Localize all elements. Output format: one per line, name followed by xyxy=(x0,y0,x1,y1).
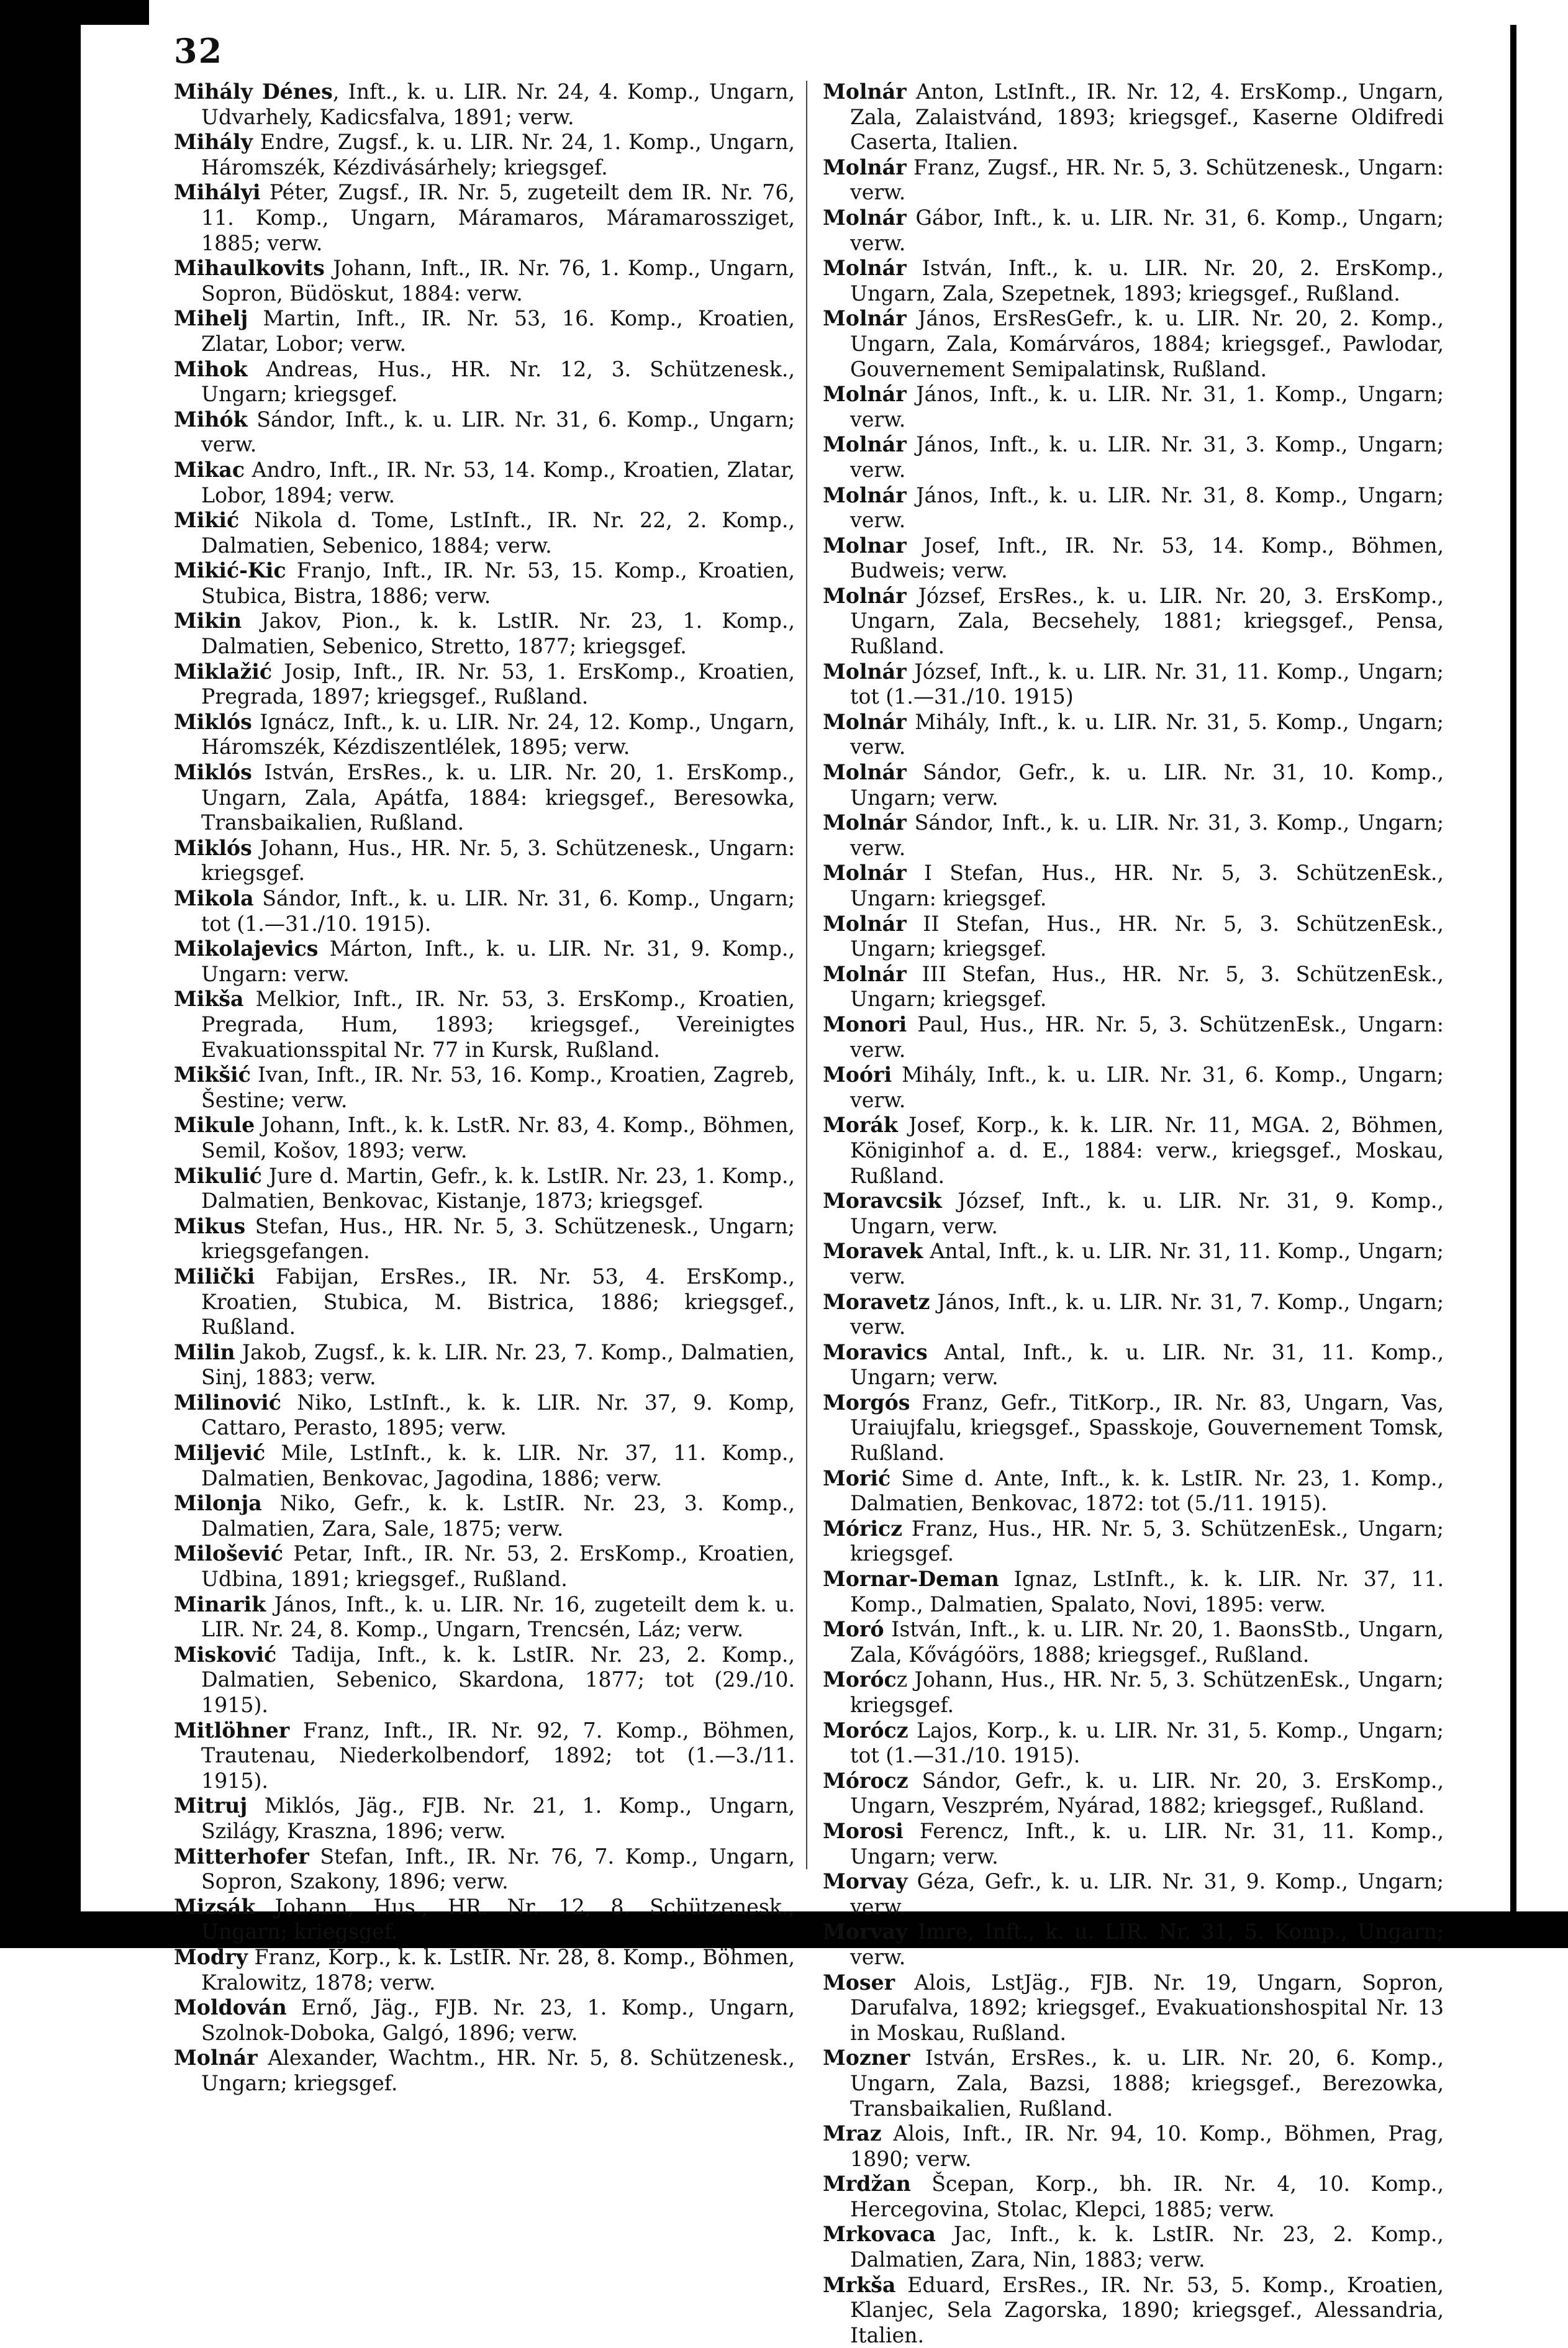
list-item xyxy=(823,1617,1444,1667)
entry-name: Milički xyxy=(174,1264,255,1289)
list-item xyxy=(823,1189,1444,1239)
entry-details: Imre, Inft., k. u. LIR. Nr. 31, 5. Komp., Ungarn; verw. xyxy=(850,1920,1444,1969)
entry-name: Morvay xyxy=(823,1920,908,1944)
entry-details: István, Inft., k. u. LIR. Nr. 20, 1. BaonsStb., Ungarn, Zala, Kővágóörs, 1888; kriegsgef., Rußland. xyxy=(850,1617,1444,1667)
entry-name: Mozner xyxy=(823,2046,910,2070)
entry-name: Milin xyxy=(174,1339,235,1364)
entry-details: Andro, Inft., IR. Nr. 53, 14. Komp., Kroatien, Zlatar, Lobor, 1894; verw. xyxy=(201,457,795,507)
list-item xyxy=(823,1063,1444,1113)
entry-name: Molnár xyxy=(823,483,907,507)
entry-details: z Johann, Hus., HR. Nr. 5, 3. SchützenEsk., Ungarn; kriegsgef. xyxy=(850,1667,1444,1717)
entry-name: Molnár xyxy=(823,306,907,331)
list-item xyxy=(174,357,795,407)
entry-name: Molnar xyxy=(823,533,907,558)
entry-details: Sándor, Gefr., k. u. LIR. Nr. 31, 10. Komp., Ungarn; verw. xyxy=(850,760,1444,810)
scan-border-left xyxy=(0,0,81,1948)
list-item xyxy=(174,1718,795,1794)
entry-name: Mizsák xyxy=(174,1894,256,1919)
entry-details: Paul, Hus., HR. Nr. 5, 3. SchützenEsk., Ungarn: verw. xyxy=(850,1012,1444,1062)
list-item xyxy=(823,962,1444,1012)
entry-name: Mihók xyxy=(174,407,248,432)
entry-name: Moóri xyxy=(823,1063,892,1087)
list-item xyxy=(174,710,795,760)
entry-name: Milošević xyxy=(174,1541,283,1566)
list-item xyxy=(174,836,795,886)
entry-name: Monori xyxy=(823,1012,907,1036)
list-item xyxy=(174,1793,795,1844)
entry-details: Josef, Inft., IR. Nr. 53, 14. Komp., Böhmen, Budweis; verw. xyxy=(850,533,1444,583)
entry-details: József, Inft., k. u. LIR. Nr. 31, 9. Komp., Ungarn, verw. xyxy=(850,1189,1444,1238)
list-item xyxy=(823,1819,1444,1869)
list-item xyxy=(823,2046,1444,2121)
entry-details: Sándor, Inft., k. u. LIR. Nr. 31, 3. Komp., Ungarn; verw. xyxy=(850,810,1444,860)
entry-details: I Stefan, Hus., HR. Nr. 5, 3. SchützenEsk., Ungarn: kriegsgef. xyxy=(850,861,1444,910)
entry-details: Franz, Inft., IR. Nr. 92, 7. Komp., Böhmen, Trautenau, Niederkolbendorf, 1892; tot (1.—3./11. 1915). xyxy=(201,1718,795,1793)
entry-details: Péter, Zugsf., IR. Nr. 5, zugeteilt dem IR. Nr. 76, 11. Komp., Ungarn, Máramaros, Máramarossziget, 1885; verw. xyxy=(201,180,795,255)
entry-name: Mikulić xyxy=(174,1163,262,1188)
entry-name: Moravcsik xyxy=(823,1189,942,1213)
list-item xyxy=(823,810,1444,861)
list-item xyxy=(174,1844,795,1895)
entry-details: Ferencz, Inft., k. u. LIR. Nr. 31, 11. Komp., Ungarn; verw. xyxy=(850,1818,1444,1869)
list-item xyxy=(174,508,795,558)
entry-name: Molnár xyxy=(823,961,907,986)
list-item xyxy=(174,1895,795,1945)
list-item xyxy=(823,1390,1444,1466)
entry-name: Milonja xyxy=(174,1491,262,1516)
entry-details: János, Inft., k. u. LIR. Nr. 31, 3. Komp., Ungarn; verw. xyxy=(850,432,1444,482)
entry-details: Lajos, Korp., k. u. LIR. Nr. 31, 5. Komp., Ungarn; tot (1.—31./10. 1915). xyxy=(850,1718,1444,1768)
list-item xyxy=(823,483,1444,533)
entry-name: Molnár xyxy=(823,709,907,734)
entry-details: Mile, LstInft., k. k. LIR. Nr. 37, 11. Komp., Dalmatien, Benkovac, Jagodina, 1886; verw. xyxy=(201,1441,795,1490)
entry-details: József, ErsRes., k. u. LIR. Nr. 20, 3. ErsKomp., Ungarn, Zala, Becsehely, 1881; kriegsgef., Pensa, Rußland. xyxy=(850,583,1444,659)
list-item xyxy=(174,886,795,936)
entry-details: , Inft., k. u. LIR. Nr. 24, 4. Komp., Ungarn, Udvarhely, Kadicsfalva, 1891; verw. xyxy=(201,79,795,129)
entry-details: István, Inft., k. u. LIR. Nr. 20, 2. ErsKomp., Ungarn, Zala, Szepetnek, 1893; kriegsgef., Rußland. xyxy=(850,256,1444,306)
entry-name: Mihelj xyxy=(174,306,248,331)
list-item xyxy=(174,936,795,987)
entry-name: Mrkša xyxy=(823,2272,896,2297)
list-item xyxy=(174,1113,795,1163)
entry-name: Mikolajevics xyxy=(174,936,319,961)
entry-name: Mikule xyxy=(174,1113,255,1138)
entry-name: Minarik xyxy=(174,1592,266,1616)
entry-details: Mihály, Inft., k. u. LIR. Nr. 31, 6. Komp., Ungarn; verw. xyxy=(850,1063,1444,1112)
entry-details: Andreas, Hus., HR. Nr. 12, 3. Schützenesk., Ungarn; kriegsgef. xyxy=(201,356,795,407)
entry-details: Sime d. Ante, Inft., k. k. LstIR. Nr. 23, 1. Komp., Dalmatien, Benkovac, 1872: tot (5./11. 1915). xyxy=(850,1466,1444,1516)
list-item xyxy=(823,533,1444,584)
list-item xyxy=(823,760,1444,810)
entry-details: Alois, Inft., IR. Nr. 94, 10. Komp., Böhmen, Prag, 1890; verw. xyxy=(850,2121,1444,2171)
entry-name: Mrkovaca xyxy=(823,2222,936,2247)
entry-name: Mihaulkovits xyxy=(174,256,325,281)
list-item xyxy=(174,407,795,458)
entry-details: Josef, Korp., k. k. LIR. Nr. 11, MGA. 2, Böhmen, Königinhof a. d. E., 1884: verw., kriegsgef., Moskau, Rußland. xyxy=(850,1113,1444,1188)
entry-name: Mikus xyxy=(174,1213,246,1238)
entry-details: Jure d. Martin, Gefr., k. k. LstIR. Nr. 23, 1. Komp., Dalmatien, Benkovac, Kistanje, 1873; kriegsgef. xyxy=(201,1163,795,1213)
entry-details: Jac, Inft., k. k. LstIR. Nr. 23, 2. Komp., Dalmatien, Zara, Nin, 1883; verw. xyxy=(850,2222,1444,2272)
entry-details: János, Inft., k. u. LIR. Nr. 31, 7. Komp., Ungarn; verw. xyxy=(850,1289,1444,1339)
entry-name: Milinović xyxy=(174,1390,281,1415)
entry-name: Miklós xyxy=(174,760,252,785)
list-item xyxy=(823,306,1444,382)
list-item xyxy=(174,1592,795,1643)
list-item xyxy=(823,861,1444,911)
list-item xyxy=(823,1340,1444,1390)
list-item xyxy=(174,558,795,609)
entry-details: Sándor, Inft., k. u. LIR. Nr. 31, 6. Komp., Ungarn; tot (1.—31./10. 1915). xyxy=(201,886,795,936)
entry-details: Miklós, Jäg., FJB. Nr. 21, 1. Komp., Ungarn, Szilágy, Kraszna, 1896; verw. xyxy=(201,1793,795,1843)
entry-name: Mihok xyxy=(174,356,248,381)
list-item xyxy=(823,79,1444,155)
list-item xyxy=(174,1441,795,1491)
list-item xyxy=(174,306,795,356)
entry-details: Franz, Zugsf., HR. Nr. 5, 3. Schützenesk., Ungarn: verw. xyxy=(850,155,1444,205)
entry-details: Nikola d. Tome, LstInft., IR. Nr. 22, 2. Komp., Dalmatien, Sebenico, 1884; verw. xyxy=(201,508,795,558)
entry-details: Ernő, Jäg., FJB. Nr. 23, 1. Komp., Ungarn, Szolnok-Doboka, Galgó, 1896; verw. xyxy=(201,1995,795,2045)
entry-name: Mihályi xyxy=(174,180,261,205)
list-item xyxy=(174,987,795,1063)
entry-name: Mraz xyxy=(823,2121,882,2146)
list-item xyxy=(823,1869,1444,1920)
list-item xyxy=(174,1945,795,1995)
list-item xyxy=(174,1995,795,2046)
entry-details: Mihály, Inft., k. u. LIR. Nr. 31, 5. Komp., Ungarn; verw. xyxy=(850,709,1444,759)
entry-name: Miljević xyxy=(174,1441,266,1466)
list-item xyxy=(823,1718,1444,1769)
entry-name: Morosi xyxy=(823,1818,904,1843)
entry-details: Sándor, Inft., k. u. LIR. Nr. 31, 6. Komp., Ungarn; verw. xyxy=(201,407,795,457)
entry-details: II Stefan, Hus., HR. Nr. 5, 3. SchützenEsk., Ungarn; kriegsgef. xyxy=(850,911,1444,961)
list-item xyxy=(174,180,795,256)
list-item xyxy=(174,1264,795,1340)
list-item xyxy=(823,1239,1444,1289)
entry-details: Melkior, Inft., IR. Nr. 53, 3. ErsKomp., Kroatien, Pregrada, Hum, 1893; kriegsgef., Vereinigtes Evakuationsspital Nr. 77 in Kursk, Rußland. xyxy=(201,987,795,1062)
entry-details: János, ErsResGefr., k. u. LIR. Nr. 20, 2. Komp., Ungarn, Zala, Komárváros, 1884; kriegsgef., Pawlodar, Gouvernement Semipalatinsk, Rußland. xyxy=(850,306,1444,381)
list-item xyxy=(823,1970,1444,2046)
entry-details: Martin, Inft., IR. Nr. 53, 16. Komp., Kroatien, Zlatar, Lobor; verw. xyxy=(201,306,795,356)
entry-name: Moravek xyxy=(823,1239,923,1264)
list-item xyxy=(823,1113,1444,1189)
entry-name: Mikić xyxy=(174,508,240,533)
entry-name: Molnár xyxy=(823,432,907,457)
entry-details: János, Inft., k. u. LIR. Nr. 31, 1. Komp., Ungarn; verw. xyxy=(850,382,1444,432)
entry-details: István, ErsRes., k. u. LIR. Nr. 20, 6. Komp., Ungarn, Zala, Bazsi, 1888; kriegsgef., Berezowka, Transbaikalien, Rußland. xyxy=(850,2046,1444,2121)
entry-details: Gábor, Inft., k. u. LIR. Nr. 31, 6. Komp., Ungarn; verw. xyxy=(850,205,1444,255)
entry-name: Mikac xyxy=(174,457,245,482)
entry-details: Eduard, ErsRes., IR. Nr. 53, 5. Komp., Kroatien, Klanjec, Sela Zagorska, 1890; kriegsgef., Alessandria, Italien. xyxy=(850,2272,1444,2347)
entry-name: Mrdžan xyxy=(823,2172,911,2196)
entry-name: Molnár xyxy=(823,911,907,936)
left-column xyxy=(174,79,795,2096)
list-item xyxy=(174,1390,795,1441)
list-item xyxy=(823,382,1444,432)
entry-name: Miklós xyxy=(174,835,252,860)
list-item xyxy=(823,912,1444,962)
entry-details: Jakov, Pion., k. k. LstIR. Nr. 23, 1. Komp., Dalmatien, Sebenico, Stretto, 1877; kriegsgef. xyxy=(201,609,795,659)
column-divider xyxy=(806,81,807,1869)
entry-name: Mitlöhner xyxy=(174,1718,290,1743)
list-item xyxy=(174,1643,795,1718)
entry-details: Antal, Inft., k. u. LIR. Nr. 31, 11. Komp., Ungarn; verw. xyxy=(850,1339,1444,1390)
list-item xyxy=(823,1667,1444,1718)
entry-details: Petar, Inft., IR. Nr. 53, 2. ErsKomp., Kroatien, Udbina, 1891; kriegsgef., Rußland. xyxy=(201,1541,795,1592)
list-item xyxy=(823,710,1444,760)
list-item xyxy=(823,256,1444,306)
entry-name: Molnár xyxy=(174,2046,258,2070)
list-item xyxy=(823,155,1444,206)
page-edge-rule xyxy=(1510,25,1516,1913)
entry-details: Fabijan, ErsRes., IR. Nr. 53, 4. ErsKomp., Kroatien, Stubica, M. Bistrica, 1886; kriegsgef., Rußland. xyxy=(201,1264,795,1339)
list-item xyxy=(823,432,1444,483)
entry-name: Mihály Dénes xyxy=(174,79,333,104)
entry-details: Johann, Hus., HR. Nr. 5, 3. Schützenesk., Ungarn: kriegsgef. xyxy=(201,835,795,886)
entry-details: Tadija, Inft., k. k. LstIR. Nr. 23, 2. Komp., Dalmatien, Sebenico, Skardona, 1877; tot (29./10. 1915). xyxy=(201,1642,795,1717)
entry-name: Mikša xyxy=(174,987,244,1012)
list-item xyxy=(174,130,795,180)
list-item xyxy=(823,2222,1444,2272)
entry-details: Johann, Hus., HR. Nr. 12, 8. Schützenesk., Ungarn; kriegsgef. xyxy=(201,1894,795,1944)
entry-name: Molnár xyxy=(823,256,907,281)
entry-name: Mikić-Kic xyxy=(174,558,286,583)
entry-details: Ignácz, Inft., k. u. LIR. Nr. 24, 12. Komp., Ungarn, Háromszék, Kézdiszentlélek, 1895; verw. xyxy=(201,709,795,759)
list-item xyxy=(174,1214,795,1264)
entry-details: Márton, Inft., k. u. LIR. Nr. 31, 9. Komp., Ungarn: verw. xyxy=(201,936,795,986)
entry-details: Stefan, Inft., IR. Nr. 76, 7. Komp., Ungarn, Sopron, Szakony, 1896; verw. xyxy=(201,1844,795,1894)
list-item xyxy=(174,660,795,710)
entry-name: Molnár xyxy=(823,382,907,407)
list-item xyxy=(174,1164,795,1214)
entry-name: Miklažić xyxy=(174,659,273,684)
entry-name: Moróc xyxy=(823,1667,897,1692)
entry-name: Morvay xyxy=(823,1869,908,1894)
list-item xyxy=(174,79,795,130)
entry-details: Franz, Gefr., TitKorp., IR. Nr. 83, Ungarn, Vas, Uraiujfalu, kriegsgef., Spasskoje, Gouvernement Tomsk, Rußland. xyxy=(850,1390,1444,1466)
entry-name: Mitterhofer xyxy=(174,1844,309,1869)
entry-details: Stefan, Hus., HR. Nr. 5, 3. Schützenesk., Ungarn; kriegsgefangen. xyxy=(201,1213,795,1264)
entry-name: Mihály xyxy=(174,130,253,155)
entry-details: Šcepan, Korp., bh. IR. Nr. 4, 10. Komp., Hercegovina, Stolac, Klepci, 1885; verw. xyxy=(850,2172,1444,2221)
entry-name: Molnár xyxy=(823,155,907,179)
list-item xyxy=(823,1567,1444,1617)
entry-name: Mikola xyxy=(174,886,254,910)
entry-details: Alois, LstJäg., FJB. Nr. 19, Ungarn, Sopron, Darufalva, 1892; kriegsgef., Evakuationshospital Nr. 13 in Moskau, Rußland. xyxy=(850,1970,1444,2045)
entry-details: Antal, Inft., k. u. LIR. Nr. 31, 11. Komp., Ungarn; verw. xyxy=(850,1239,1444,1289)
list-item xyxy=(823,2121,1444,2172)
entry-name: Moser xyxy=(823,1970,895,1995)
list-item xyxy=(174,458,795,508)
list-item xyxy=(823,2172,1444,2222)
list-item xyxy=(174,256,795,306)
entry-name: Moravics xyxy=(823,1339,928,1364)
entry-details: Franz, Korp., k. k. LstIR. Nr. 28, 8. Komp., Böhmen, Kralowitz, 1878; verw. xyxy=(201,1944,795,1995)
entry-details: János, Inft., k. u. LIR. Nr. 31, 8. Komp., Ungarn; verw. xyxy=(850,483,1444,533)
entry-details: III Stefan, Hus., HR. Nr. 5, 3. SchützenEsk., Ungarn; kriegsgef. xyxy=(850,961,1444,1012)
right-column xyxy=(823,79,1444,2348)
list-item xyxy=(174,609,795,659)
entry-details: Ignaz, LstInft., k. k. LIR. Nr. 37, 11. Komp., Dalmatien, Spalato, Novi, 1895: verw. xyxy=(850,1567,1444,1616)
entry-details: Jakob, Zugsf., k. k. LIR. Nr. 23, 7. Komp., Dalmatien, Sinj, 1883; verw. xyxy=(201,1339,795,1390)
entry-name: Molnár xyxy=(823,810,907,835)
entry-name: Miklós xyxy=(174,709,252,734)
entry-details: Sándor, Gefr., k. u. LIR. Nr. 20, 3. ErsKomp., Ungarn, Veszprém, Nyárad, 1882; kriegsgef., Rußland. xyxy=(850,1768,1444,1818)
entry-name: Mornar-Deman xyxy=(823,1567,999,1592)
entry-name: Molnár xyxy=(823,205,907,230)
entry-details: Géza, Gefr., k. u. LIR. Nr. 31, 9. Komp., Ungarn; verw. xyxy=(850,1869,1444,1919)
list-item xyxy=(174,1541,795,1592)
entry-details: Anton, LstInft., IR. Nr. 12, 4. ErsKomp., Ungarn, Zala, Zalaistvánd, 1893; kriegsgef., Kaserne Oldifredi Caserta, Italien. xyxy=(850,79,1444,155)
entry-details: Niko, Gefr., k. k. LstIR. Nr. 23, 3. Komp., Dalmatien, Zara, Sale, 1875; verw. xyxy=(201,1491,795,1541)
list-item xyxy=(174,2046,795,2096)
entry-name: Moró xyxy=(823,1617,884,1642)
list-item xyxy=(823,2273,1444,2348)
list-item xyxy=(823,1012,1444,1063)
scan-border-top xyxy=(0,0,149,25)
entry-name: Molnár xyxy=(823,583,907,608)
entry-details: József, Inft., k. u. LIR. Nr. 31, 11. Komp., Ungarn; tot (1.—31./10. 1915) xyxy=(850,659,1444,709)
entry-details: Franjo, Inft., IR. Nr. 53, 15. Komp., Kroatien, Stubica, Bistra, 1886; verw. xyxy=(201,558,795,608)
entry-name: Moravetz xyxy=(823,1289,930,1314)
entry-details: Johann, Inft., k. k. LstR. Nr. 83, 4. Komp., Böhmen, Semil, Košov, 1893; verw. xyxy=(201,1113,795,1163)
list-item xyxy=(174,1491,795,1541)
entry-details: Johann, Inft., IR. Nr. 76, 1. Komp., Ungarn, Sopron, Büdöskut, 1884: verw. xyxy=(201,256,795,306)
list-item xyxy=(174,760,795,836)
list-item xyxy=(174,1063,795,1113)
list-item xyxy=(823,584,1444,660)
entry-details: Ivan, Inft., IR. Nr. 53, 16. Komp., Kroatien, Zagreb, Šestine; verw. xyxy=(201,1063,795,1112)
entry-name: Moldován xyxy=(174,1995,287,2020)
page-number: 32 xyxy=(174,31,224,71)
entry-name: Misković xyxy=(174,1642,277,1667)
entry-details: Alexander, Wachtm., HR. Nr. 5, 8. Schützenesk., Ungarn; kriegsgef. xyxy=(201,2046,795,2095)
list-item xyxy=(174,1340,795,1390)
list-item xyxy=(823,1769,1444,1819)
entry-name: Molnár xyxy=(823,760,907,785)
list-item xyxy=(823,1466,1444,1516)
entry-name: Morócz xyxy=(823,1718,909,1743)
list-item xyxy=(823,1920,1444,1970)
entry-name: Mikin xyxy=(174,609,242,633)
entry-name: Molnár xyxy=(823,861,907,886)
entry-name: Morgós xyxy=(823,1390,910,1415)
entry-name: Molnár xyxy=(823,659,907,684)
entry-name: Modry xyxy=(174,1944,248,1969)
entry-name: Mórocz xyxy=(823,1768,909,1793)
entry-details: János, Inft., k. u. LIR. Nr. 16, zugeteilt dem k. u. LIR. Nr. 24, 8. Komp., Ungarn, Trencsén, Láz; verw. xyxy=(201,1592,795,1642)
entry-details: Endre, Zugsf., k. u. LIR. Nr. 24, 1. Komp., Ungarn, Háromszék, Kézdivásárhely; kriegsgef. xyxy=(201,130,795,179)
entry-name: Morić xyxy=(823,1466,891,1490)
list-item xyxy=(823,1290,1444,1340)
entry-details: Josip, Inft., IR. Nr. 53, 1. ErsKomp., Kroatien, Pregrada, 1897; kriegsgef., Rußland. xyxy=(201,659,795,709)
list-item xyxy=(823,1516,1444,1567)
list-item xyxy=(823,660,1444,710)
entry-name: Mitruj xyxy=(174,1793,248,1818)
entry-details: Niko, LstInft., k. k. LIR. Nr. 37, 9. Komp, Cattaro, Perasto, 1895; verw. xyxy=(201,1390,795,1440)
entry-details: Franz, Hus., HR. Nr. 5, 3. SchützenEsk., Ungarn; kriegsgef. xyxy=(850,1516,1444,1566)
entry-details: István, ErsRes., k. u. LIR. Nr. 20, 1. ErsKomp., Ungarn, Zala, Apátfa, 1884: kriegsgef., Beresowka, Transbaikalien, Rußland. xyxy=(201,760,795,835)
entry-name: Molnár xyxy=(823,79,907,104)
entry-name: Mikšić xyxy=(174,1063,251,1087)
list-item xyxy=(823,206,1444,256)
entry-name: Móricz xyxy=(823,1516,903,1541)
entry-name: Morák xyxy=(823,1113,898,1138)
